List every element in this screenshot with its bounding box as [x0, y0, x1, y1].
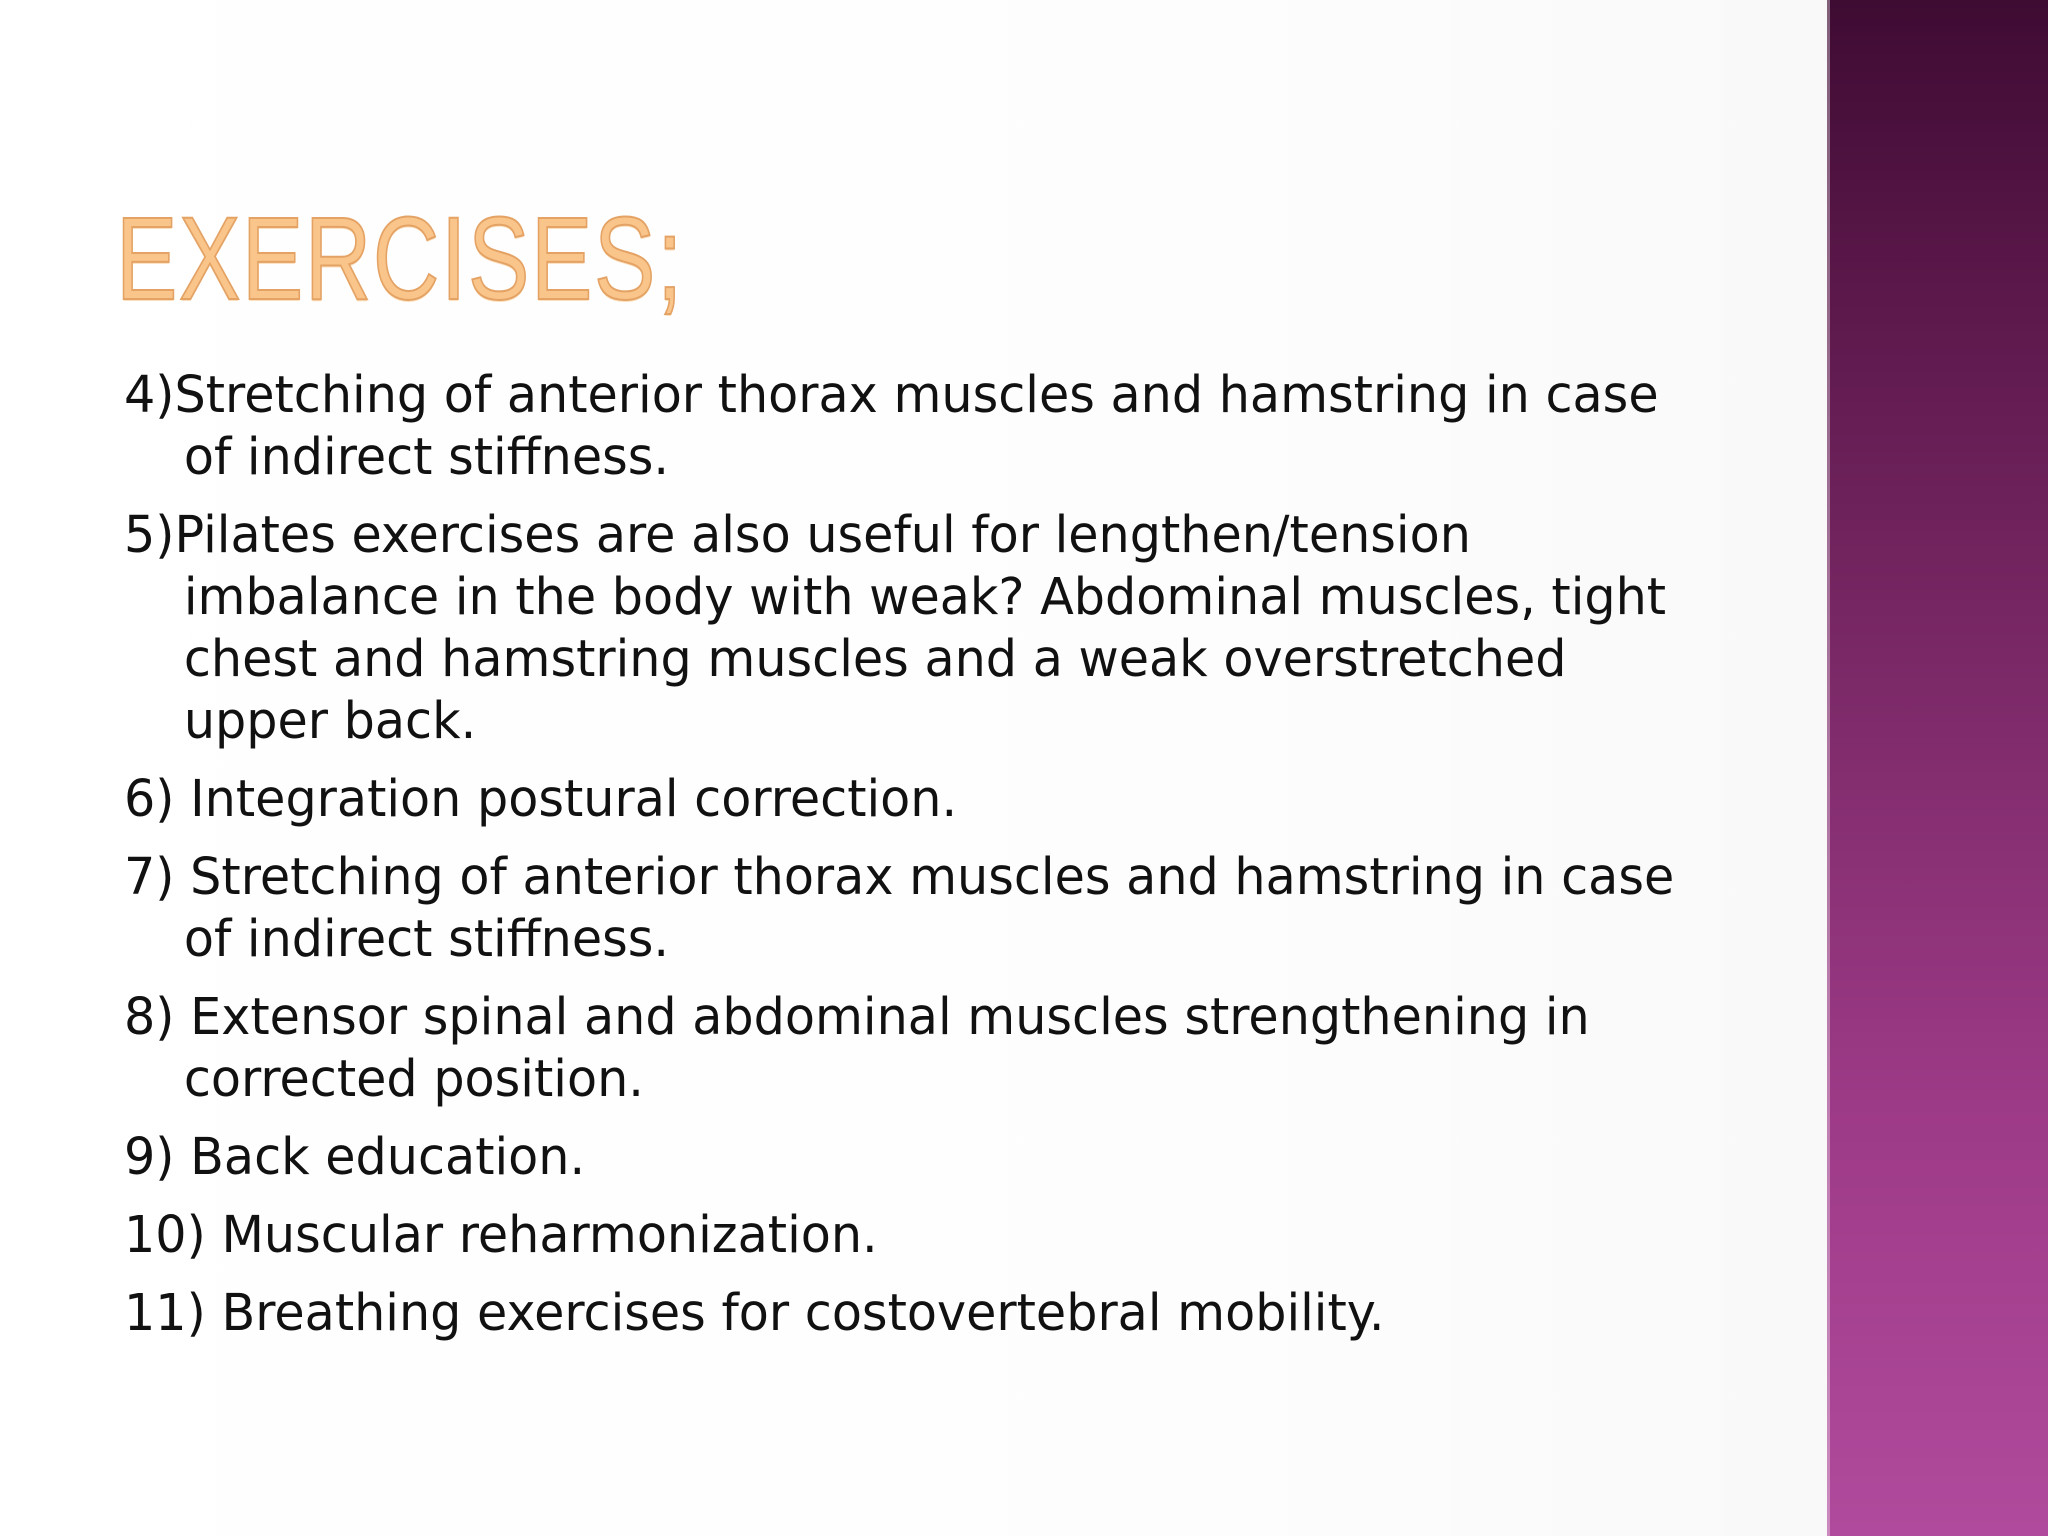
list-item: 8) Extensor spinal and abdominal muscles strengthening in corrected position.: [124, 988, 1590, 1109]
list-item: 4)Stretching of anterior thorax muscles and hamstring in case of indirect stiffness.: [124, 366, 1659, 487]
list-item: 6) Integration postural correction.: [124, 770, 958, 829]
list-item: 10) Muscular reharmonization.: [124, 1206, 878, 1265]
exercise-list: [124, 365, 1764, 1361]
list-item: 5)Pilates exercises are also useful for lengthen/tension imbalance in the body with weak? Abdominal muscles, tight chest and hamstring muscles and a weak overstretched upper back.: [124, 506, 1667, 751]
decorative-side-bar: [1827, 0, 2048, 1536]
slide-title: EXERCISES;: [116, 193, 685, 325]
list-item: 9) Back education.: [124, 1128, 586, 1187]
list-item: 7) Stretching of anterior thorax muscles and hamstring in case of indirect stiffness.: [124, 848, 1675, 969]
list-item: 11) Breathing exercises for costovertebral mobility.: [124, 1284, 1385, 1343]
